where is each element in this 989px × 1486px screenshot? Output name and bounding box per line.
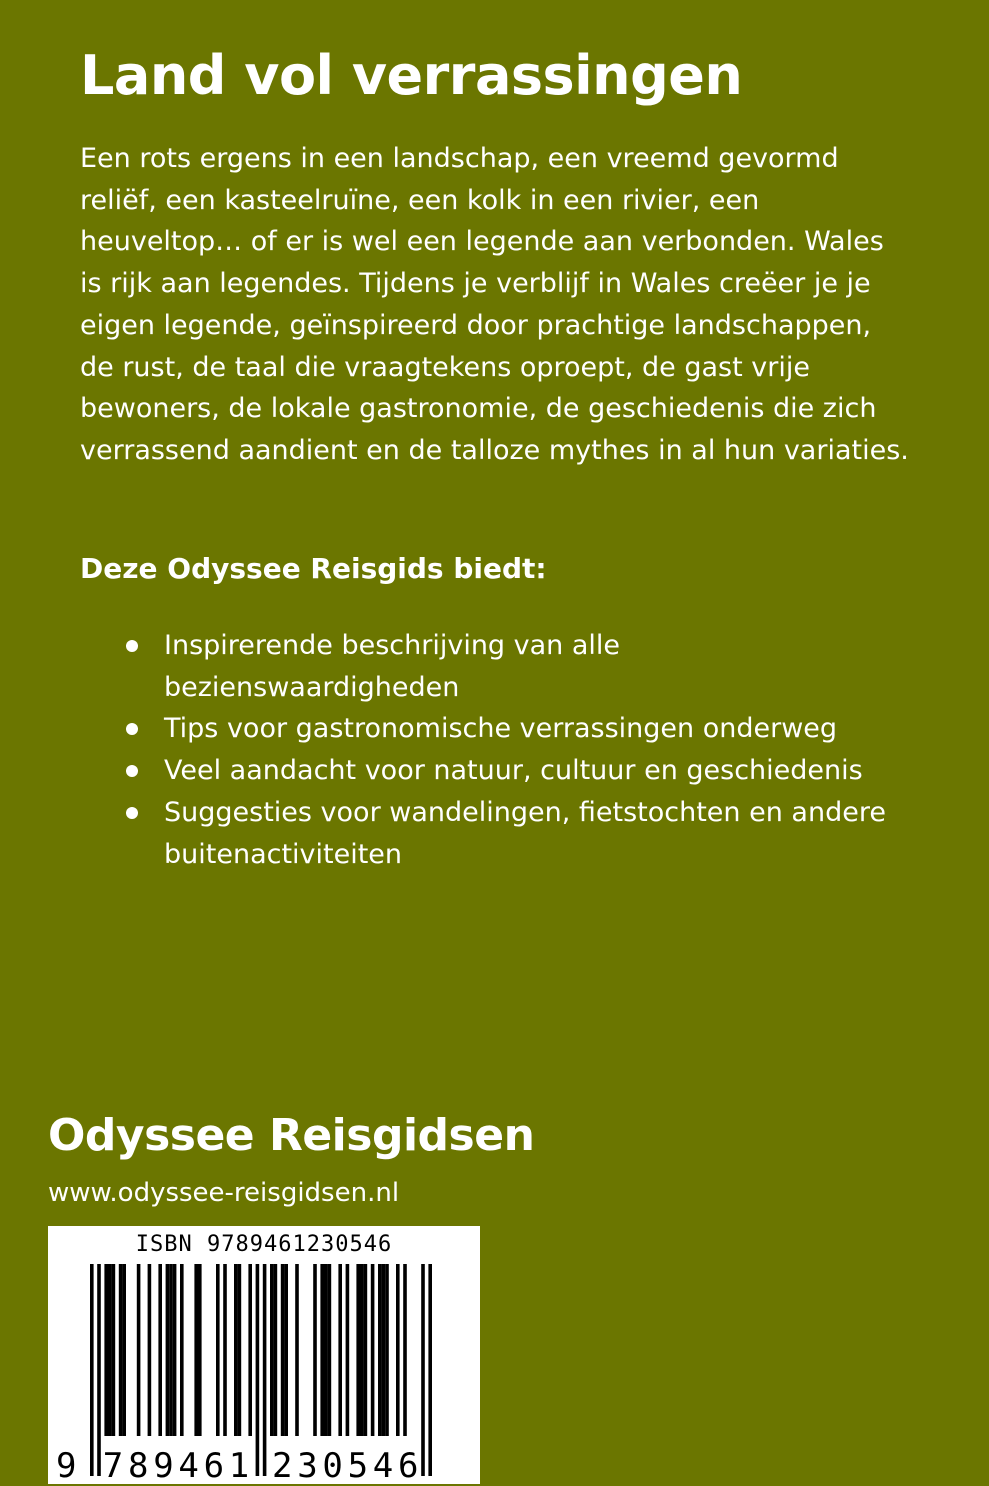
isbn-label: ISBN 9789461230546	[135, 1232, 393, 1257]
barcode-bar	[328, 1264, 332, 1436]
barcode-bar	[364, 1264, 368, 1436]
barcode-digit: 6	[203, 1446, 225, 1486]
barcode-bar	[90, 1264, 94, 1476]
barcode-bar	[403, 1264, 407, 1436]
barcode-bar	[324, 1264, 328, 1436]
bullet-icon	[126, 807, 138, 819]
bullet-icon	[126, 723, 138, 735]
barcode-bar	[274, 1264, 278, 1436]
offer-item-text: Tips voor gastronomische verrassingen onderweg	[164, 713, 838, 745]
barcode-bar	[356, 1264, 360, 1436]
barcode-bar	[263, 1264, 267, 1476]
barcode-bar	[173, 1264, 177, 1436]
barcode-digit: 9	[56, 1446, 77, 1486]
barcode-bar	[284, 1264, 288, 1436]
barcode-bar	[360, 1264, 364, 1436]
offer-list	[122, 625, 922, 875]
barcode-bar	[256, 1264, 260, 1476]
intro-paragraph: Een rots ergens in een landschap, een vreemd gevormd reliëf, een kasteelruïne, een kolk in een rivier, een heuveltop… of er is wel een legende aan verbonden. Wales is rijk aan legendes. Tijdens je verblijf in Wales creëer je je eigen legende, geïnspireerd door prachtige landschappen, de rust, de taal die vraagtekens oproept, de gast vrije bewoners, de lokale gastronomie, de geschiedenis die zich verrassend aandient en de talloze mythes in al hun variaties.	[80, 143, 909, 466]
offer-heading: Deze Odyssee Reisgids biedt:	[80, 552, 547, 585]
barcode-bar	[122, 1264, 126, 1436]
offer-item	[122, 708, 922, 750]
barcode-digit: 1	[228, 1446, 250, 1486]
barcode-bar	[104, 1264, 108, 1436]
barcode-bar	[248, 1264, 252, 1436]
barcode-bar	[281, 1264, 285, 1436]
barcode-digit: 0	[322, 1446, 343, 1486]
barcode-bar	[112, 1264, 116, 1436]
barcode-bar	[320, 1264, 324, 1436]
barcode-bar	[158, 1264, 162, 1436]
publisher-website: www.odyssee-reisgidsen.nl	[48, 1178, 400, 1208]
barcode-bar	[108, 1264, 112, 1436]
publisher-name: Odyssee Reisgidsen	[48, 1110, 535, 1161]
barcode-bar	[313, 1264, 317, 1436]
barcode-bar	[338, 1264, 342, 1436]
offer-item-text: Inspirerende beschrijving van alle bezienswaardigheden	[164, 630, 621, 703]
barcode-digit: 3	[297, 1446, 318, 1486]
barcode-bar	[378, 1264, 382, 1436]
barcode-bar	[198, 1264, 202, 1436]
offer-item	[122, 625, 922, 708]
barcode-digit: 6	[398, 1446, 419, 1486]
barcode-bar	[216, 1264, 220, 1436]
barcode-bar	[137, 1264, 141, 1436]
barcode-digit: 4	[178, 1446, 199, 1486]
barcode-bar	[346, 1264, 350, 1436]
barcode-digit: 7	[102, 1446, 124, 1486]
barcode-bar	[119, 1264, 123, 1436]
barcode-bar	[428, 1264, 432, 1476]
barcode-bar	[223, 1264, 227, 1436]
isbn-barcode	[48, 1226, 480, 1484]
book-title: Land vol verrassingen	[80, 44, 743, 107]
barcode-bar	[180, 1264, 184, 1436]
barcode-digits	[48, 1446, 480, 1484]
bullet-icon	[126, 640, 138, 652]
barcode-digit: 4	[372, 1446, 394, 1486]
bullet-icon	[126, 765, 138, 777]
barcode-bar	[421, 1264, 425, 1476]
barcode-digit: 2	[272, 1446, 293, 1486]
barcode-bar	[148, 1264, 152, 1436]
barcode-bar	[234, 1264, 238, 1436]
barcode-bar	[382, 1264, 386, 1436]
barcode-digit: 8	[128, 1446, 149, 1486]
barcode-bar	[169, 1264, 173, 1436]
barcode-bar	[396, 1264, 400, 1436]
barcode-bar	[238, 1264, 242, 1436]
offer-item-text: Suggesties voor wandelingen, fietstochten en andere buitenactiviteiten	[164, 796, 886, 870]
barcode-bar	[166, 1264, 170, 1436]
barcode-digit: 5	[347, 1446, 369, 1486]
barcode-bar	[385, 1264, 389, 1436]
barcode-bar	[371, 1264, 375, 1436]
barcode-bar	[270, 1264, 274, 1436]
offer-item-text: Veel aandacht voor natuur, cultuur en geschiedenis	[164, 755, 863, 787]
barcode-digit: 9	[153, 1446, 174, 1486]
barcode-bar	[97, 1264, 101, 1476]
offer-item	[122, 750, 922, 792]
barcode-bar	[295, 1264, 299, 1436]
offer-item	[122, 792, 922, 875]
barcode-bar	[194, 1264, 198, 1436]
